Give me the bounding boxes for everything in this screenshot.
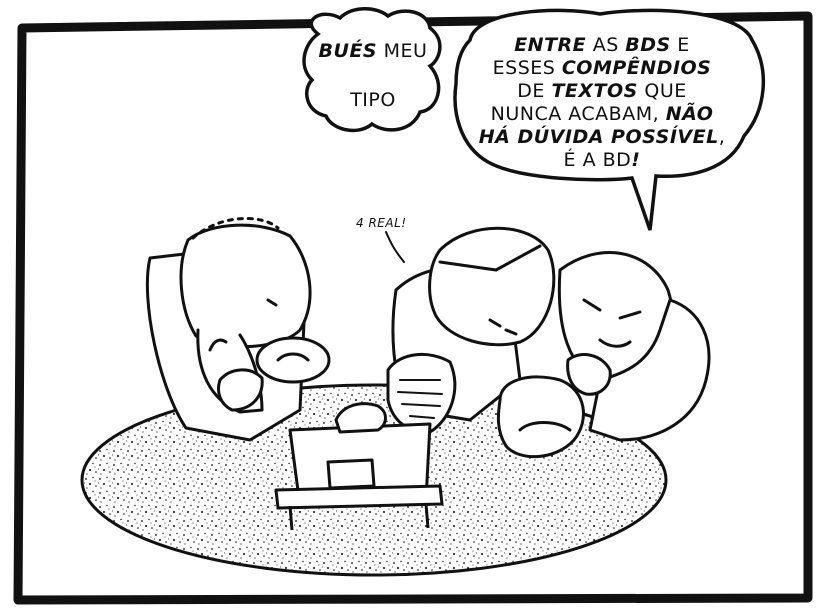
right-balloon-text-run: ESSES	[492, 57, 562, 79]
right-balloon-line-4	[462, 103, 742, 126]
right-balloon-line-6	[462, 149, 742, 172]
right-balloon-bold: !	[631, 149, 641, 171]
right-balloon-bold: BDS	[625, 34, 671, 56]
right-balloon-line-2	[462, 57, 742, 80]
left-balloon-bold-word: BUÉS	[318, 40, 378, 62]
right-balloon-line-1	[462, 34, 742, 57]
right-balloon-text-run: ,	[718, 126, 726, 148]
right-balloon-text-run: DE	[517, 80, 552, 102]
right-balloon-text-run: AS	[586, 34, 626, 56]
right-balloon-text-run: NUNCA ACABAM,	[490, 103, 666, 125]
right-balloon-line-5	[462, 126, 742, 149]
right-balloon-bold: ENTRE	[514, 34, 587, 56]
right-balloon-bold: TEXTOS	[551, 80, 638, 102]
right-balloon-bold: HÁ DÚVIDA POSSÍVEL	[478, 126, 719, 148]
left-balloon-line-1	[318, 40, 428, 63]
left-balloon-text	[318, 40, 428, 112]
right-balloon-text-run: QUE	[637, 80, 687, 102]
right-balloon-line-3	[462, 80, 742, 103]
right-balloon-text-run: É A BD	[563, 149, 632, 171]
left-balloon-word: MEU	[377, 40, 428, 62]
right-balloon-bold: NÃO	[665, 103, 714, 125]
right-balloon-text	[462, 34, 742, 172]
right-balloon-text-run: E	[670, 34, 690, 56]
left-balloon-line-2: TIPO	[350, 89, 396, 111]
sound-effect-text: 4 REAL!	[356, 216, 407, 230]
right-balloon-bold: COMPÊNDIOS	[561, 57, 712, 79]
